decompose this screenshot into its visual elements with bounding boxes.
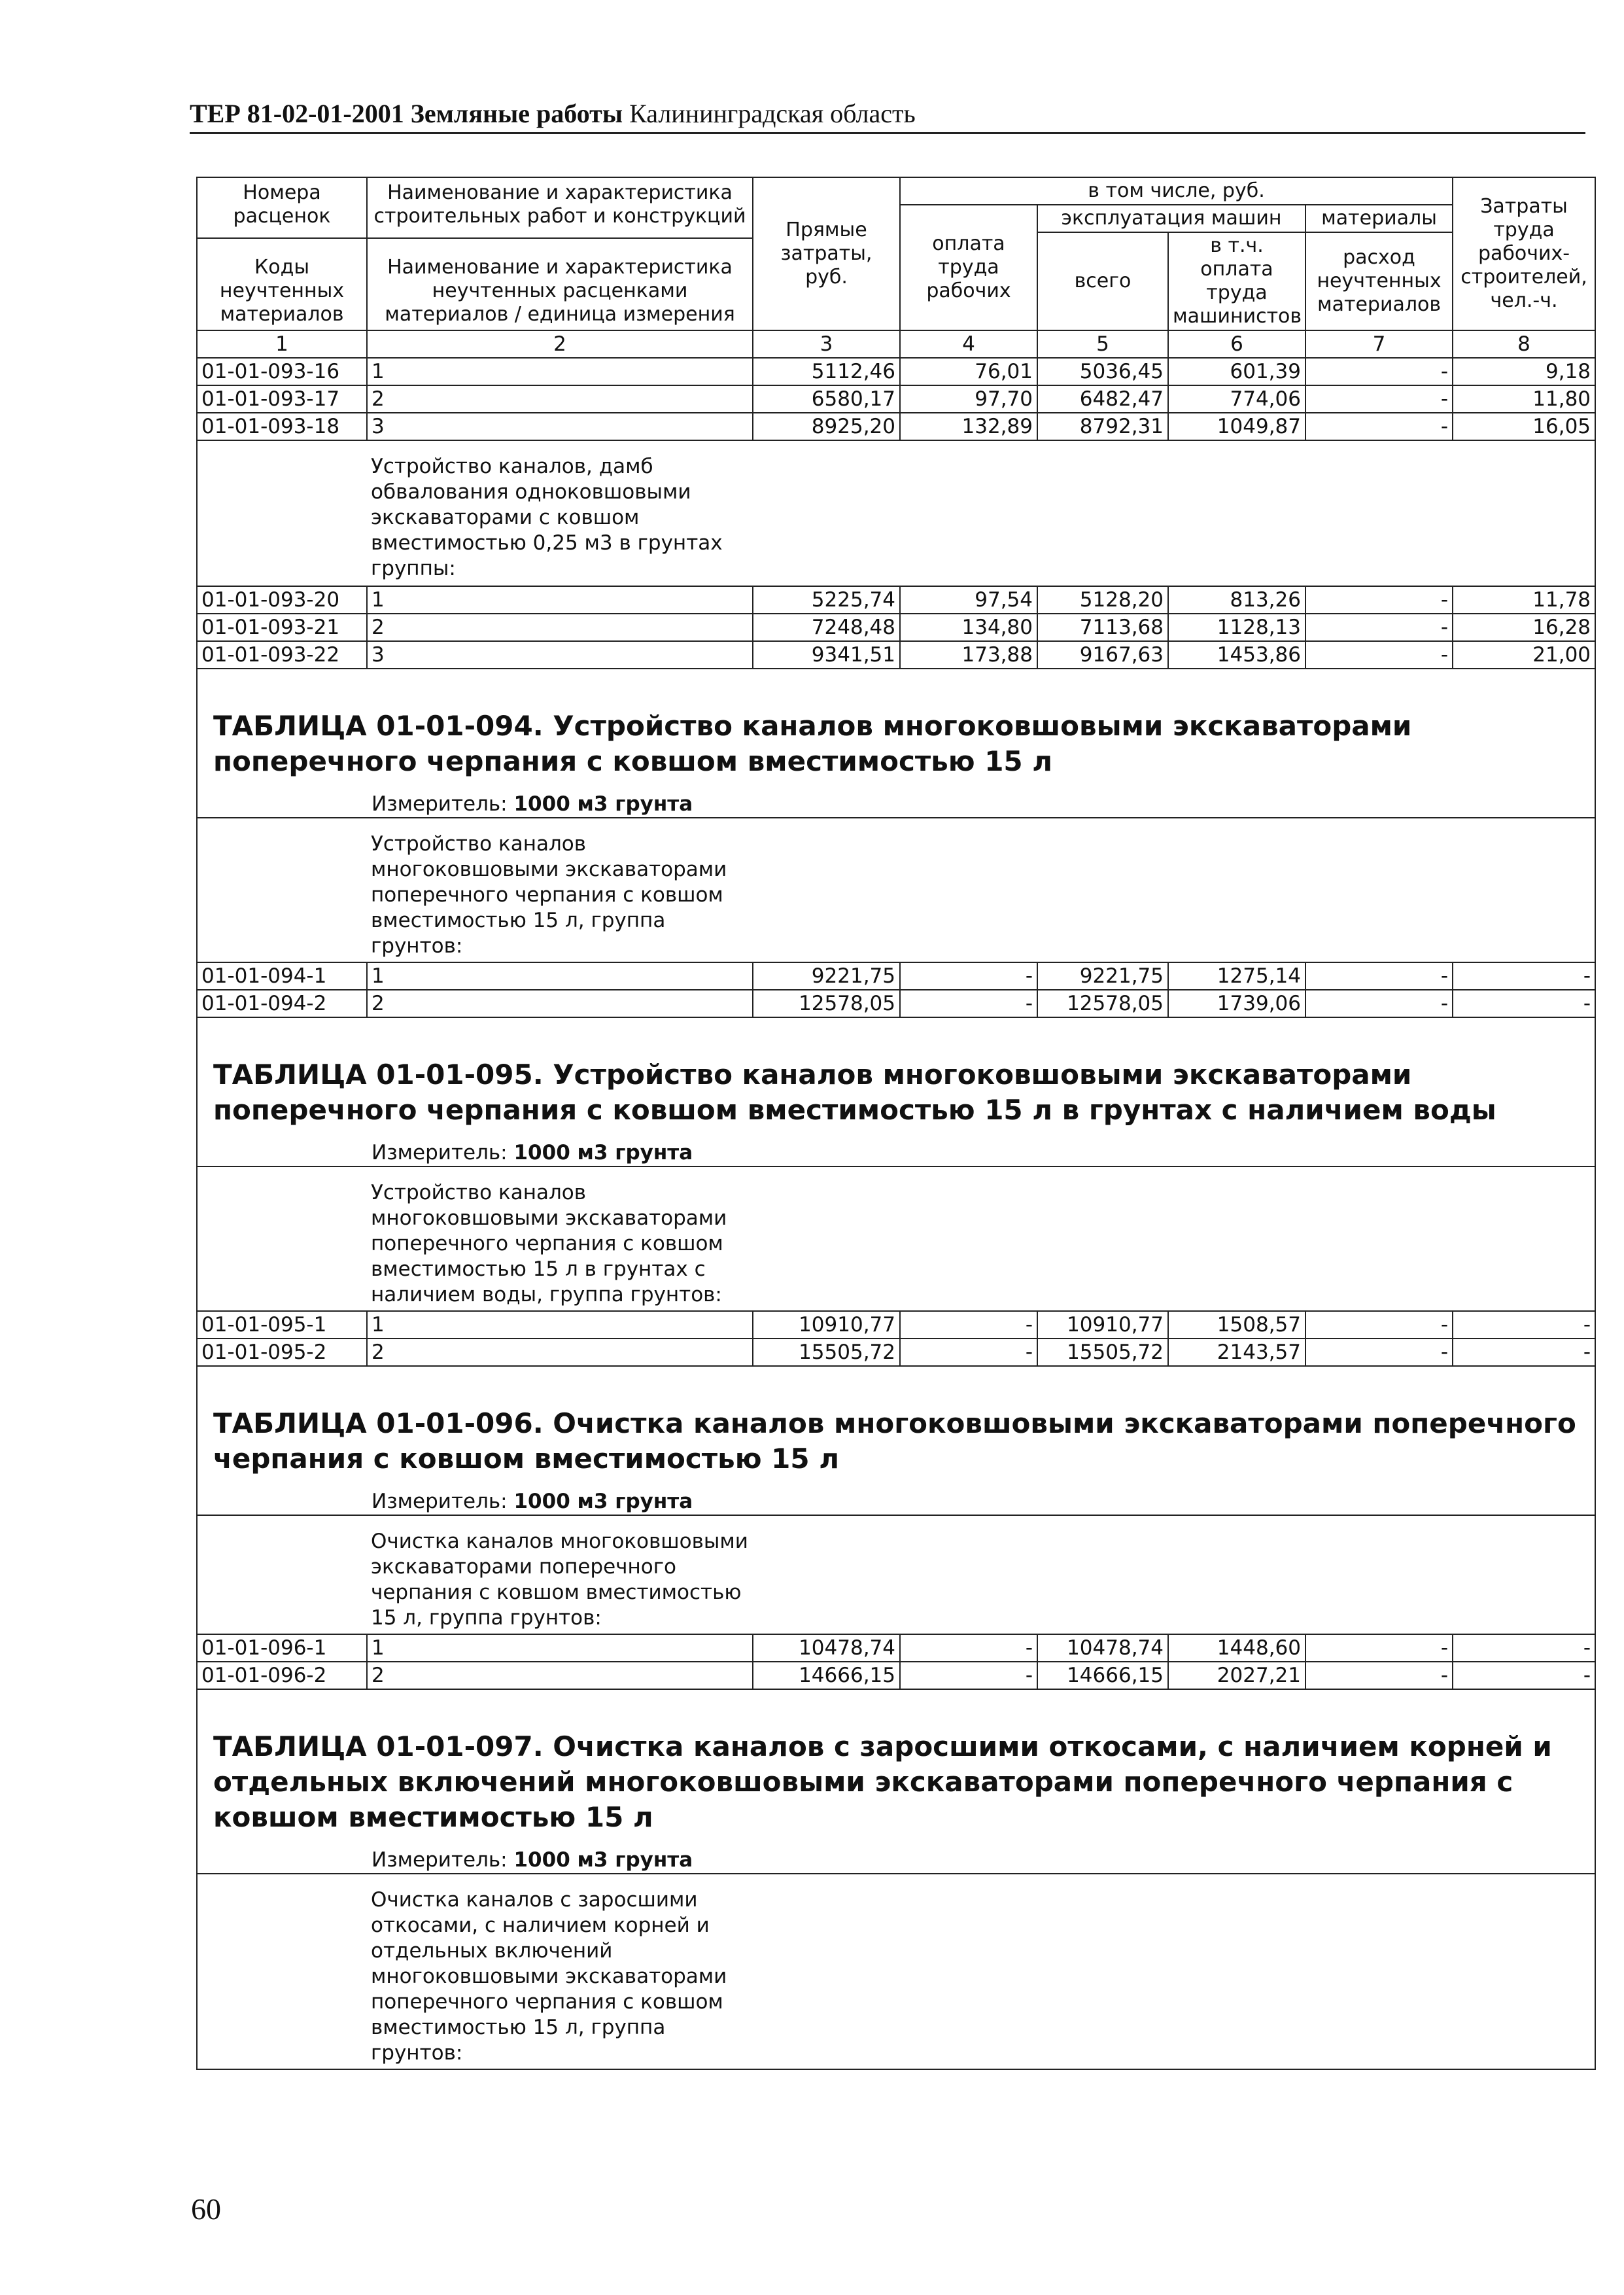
machines-total-cell: 7113,68 — [1037, 614, 1168, 641]
measure-label: Измеритель: — [371, 1490, 514, 1513]
section-description: Очистка каналов с заросшими откосами, с наличием корней и отдельных включений многоковшовыми экскаваторами поперечного черпания с ковшом вместимостью 15 л, группа грунтов: — [367, 1874, 753, 2069]
table-row — [197, 614, 1595, 641]
machines-total-cell: 10910,77 — [1037, 1311, 1168, 1339]
direct-costs-cell: 14666,15 — [753, 1662, 900, 1689]
materials-cell: - — [1305, 358, 1453, 385]
col-header-labor: Затраты труда рабочих-строителей, чел.-ч. — [1453, 177, 1595, 330]
materials-cell: - — [1305, 586, 1453, 614]
materials-cell: - — [1305, 385, 1453, 413]
rate-code-cell: 01-01-093-17 — [197, 385, 367, 413]
table-title: ТАБЛИЦА 01-01-094. Устройство каналов многоковшовыми экскаваторами поперечного черпания с ковшом вместимостью 15 л — [197, 669, 1595, 791]
col-number: 2 — [367, 330, 753, 358]
operator-pay-cell: 1453,86 — [1168, 641, 1305, 669]
machines-total-cell: 9221,75 — [1037, 962, 1168, 990]
group-cell: 2 — [367, 990, 753, 1017]
desc-spacer — [753, 1515, 1595, 1634]
labor-hours-cell: 9,18 — [1453, 358, 1595, 385]
col-number: 4 — [900, 330, 1037, 358]
col-number: 6 — [1168, 330, 1305, 358]
rate-code-cell: 01-01-094-1 — [197, 962, 367, 990]
subtable-t094 — [196, 669, 1596, 1018]
group-cell: 1 — [367, 586, 753, 614]
group-cell: 1 — [367, 358, 753, 385]
col-header-worker-pay: оплата труда рабочих — [900, 205, 1037, 330]
direct-costs-cell: 8925,20 — [753, 413, 900, 440]
materials-cell: - — [1305, 1339, 1453, 1366]
table-title: ТАБЛИЦА 01-01-095. Устройство каналов многоковшовыми экскаваторами поперечного черпания с ковшом вместимостью 15 л в грунтах с наличием воды — [197, 1018, 1595, 1140]
direct-costs-cell: 5112,46 — [753, 358, 900, 385]
col-header-operator-pay: в т.ч. оплата труда машинистов — [1168, 232, 1305, 330]
section-description: Очистка каналов многоковшовыми экскаваторами поперечного черпания с ковшом вместимостью 15 л, группа грунтов: — [367, 1515, 753, 1634]
subtables — [196, 669, 1595, 2070]
materials-cell: - — [1305, 990, 1453, 1017]
materials-cell: - — [1305, 641, 1453, 669]
measure-unit — [197, 1140, 1595, 1166]
table-header — [197, 177, 1595, 358]
table-row — [197, 962, 1595, 990]
document-body — [196, 177, 1595, 2070]
col-number-row — [197, 330, 1595, 358]
materials-cell: - — [1305, 1634, 1453, 1662]
header-region: Калининградская область — [629, 99, 916, 128]
operator-pay-cell: 601,39 — [1168, 358, 1305, 385]
page-number: 60 — [191, 2192, 221, 2226]
group-cell: 2 — [367, 1339, 753, 1366]
group-cell: 1 — [367, 962, 753, 990]
operator-pay-cell: 1448,60 — [1168, 1634, 1305, 1662]
labor-hours-cell: - — [1453, 990, 1595, 1017]
rate-code-cell: 01-01-093-21 — [197, 614, 367, 641]
col-number: 5 — [1037, 330, 1168, 358]
direct-costs-cell: 15505,72 — [753, 1339, 900, 1366]
machines-total-cell: 6482,47 — [1037, 385, 1168, 413]
machines-total-cell: 14666,15 — [1037, 1662, 1168, 1689]
rate-code-cell: 01-01-093-18 — [197, 413, 367, 440]
table-row — [197, 1311, 1595, 1339]
measure-unit — [197, 1847, 1595, 1874]
direct-costs-cell: 9221,75 — [753, 962, 900, 990]
labor-hours-cell: 21,00 — [1453, 641, 1595, 669]
materials-cell: - — [1305, 962, 1453, 990]
table-row — [197, 1662, 1595, 1689]
group-cell: 2 — [367, 1662, 753, 1689]
rate-code-cell: 01-01-095-2 — [197, 1339, 367, 1366]
col-header-total: всего — [1037, 232, 1168, 330]
measure-unit — [197, 791, 1595, 818]
table-row — [197, 1634, 1595, 1662]
rows-b — [197, 586, 1595, 669]
rows-t096 — [197, 1634, 1595, 1689]
measure-value: 1000 м3 грунта — [513, 1490, 693, 1513]
operator-pay-cell: 813,26 — [1168, 586, 1305, 614]
direct-costs-cell: 7248,48 — [753, 614, 900, 641]
desc-spacer — [197, 1166, 367, 1311]
direct-costs-cell: 12578,05 — [753, 990, 900, 1017]
price-table — [196, 177, 1596, 669]
operator-pay-cell: 1275,14 — [1168, 962, 1305, 990]
group-cell: 2 — [367, 614, 753, 641]
operator-pay-cell: 2027,21 — [1168, 1662, 1305, 1689]
measure-label: Измеритель: — [371, 1141, 514, 1165]
table-title: ТАБЛИЦА 01-01-097. Очистка каналов с заросшими откосами, с наличием корней и отдельных включений многоковшовыми экскаваторами поперечного черпания с ковшом вместимостью 15 л — [197, 1690, 1595, 1847]
operator-pay-cell: 1508,57 — [1168, 1311, 1305, 1339]
page-header — [190, 98, 1585, 134]
labor-hours-cell: 16,28 — [1453, 614, 1595, 641]
labor-hours-cell: 16,05 — [1453, 413, 1595, 440]
desc-spacer — [197, 1515, 367, 1634]
worker-pay-cell: - — [900, 1311, 1037, 1339]
worker-pay-cell: - — [900, 1662, 1037, 1689]
col-header-rate-numbers: Номера расценок — [198, 181, 366, 239]
worker-pay-cell: 173,88 — [900, 641, 1037, 669]
desc-spacer — [753, 1166, 1595, 1311]
table-row — [197, 413, 1595, 440]
worker-pay-cell: 97,54 — [900, 586, 1037, 614]
direct-costs-cell: 5225,74 — [753, 586, 900, 614]
col-number: 3 — [753, 330, 900, 358]
machines-total-cell: 15505,72 — [1037, 1339, 1168, 1366]
labor-hours-cell: 11,78 — [1453, 586, 1595, 614]
operator-pay-cell: 1128,13 — [1168, 614, 1305, 641]
col-header-codes — [197, 177, 367, 330]
group-cell: 1 — [367, 1634, 753, 1662]
worker-pay-cell: 76,01 — [900, 358, 1037, 385]
machines-total-cell: 12578,05 — [1037, 990, 1168, 1017]
col-header-machines: эксплуатация машин — [1037, 205, 1305, 232]
subtable-t095 — [196, 1018, 1596, 1367]
col-header-work-name: Наименование и характеристика строительных работ и конструкций — [368, 181, 752, 239]
section-b-desc — [197, 440, 1595, 586]
col-header-material-codes: Коды неучтенных материалов — [219, 256, 345, 326]
col-header-material-use: расход неучтенных материалов — [1305, 232, 1453, 330]
header-code: ТЕР 81-02-01-2001 — [190, 99, 404, 128]
rate-code-cell: 01-01-093-22 — [197, 641, 367, 669]
direct-costs-cell: 9341,51 — [753, 641, 900, 669]
col-header-direct-costs: Прямые затраты, руб. — [753, 177, 900, 330]
col-header-names — [367, 177, 753, 330]
table-row — [197, 990, 1595, 1017]
col-number: 7 — [1305, 330, 1453, 358]
table-row — [197, 641, 1595, 669]
col-number: 1 — [197, 330, 367, 358]
rate-code-cell: 01-01-096-1 — [197, 1634, 367, 1662]
col-header-material-name: Наименование и характеристика неучтенных расценками материалов / единица измерения — [385, 256, 735, 326]
table-row — [197, 1339, 1595, 1366]
worker-pay-cell: - — [900, 962, 1037, 990]
worker-pay-cell: 134,80 — [900, 614, 1037, 641]
header-title: Земляные работы — [410, 99, 623, 128]
desc-spacer — [753, 818, 1595, 962]
desc-spacer — [197, 818, 367, 962]
measure-value: 1000 м3 грунта — [513, 1141, 693, 1165]
direct-costs-cell: 6580,17 — [753, 385, 900, 413]
group-cell: 1 — [367, 1311, 753, 1339]
measure-unit — [197, 1488, 1595, 1515]
section-description: Устройство каналов, дамб обвалования одноковшовыми экскаваторами с ковшом вместимостью 0,25 м3 в грунтах группы: — [367, 440, 753, 586]
machines-total-cell: 9167,63 — [1037, 641, 1168, 669]
table-row — [197, 586, 1595, 614]
table-row — [197, 358, 1595, 385]
operator-pay-cell: 1049,87 — [1168, 413, 1305, 440]
operator-pay-cell: 2143,57 — [1168, 1339, 1305, 1366]
group-cell: 3 — [367, 641, 753, 669]
materials-cell: - — [1305, 413, 1453, 440]
labor-hours-cell: - — [1453, 1311, 1595, 1339]
desc-spacer — [753, 440, 1595, 586]
operator-pay-cell: 1739,06 — [1168, 990, 1305, 1017]
rate-code-cell: 01-01-095-1 — [197, 1311, 367, 1339]
worker-pay-cell: 97,70 — [900, 385, 1037, 413]
col-number: 8 — [1453, 330, 1595, 358]
measure-value: 1000 м3 грунта — [513, 1848, 693, 1872]
labor-hours-cell: - — [1453, 1634, 1595, 1662]
worker-pay-cell: - — [900, 990, 1037, 1017]
desc-spacer — [197, 1874, 367, 2069]
rows-a — [197, 358, 1595, 440]
worker-pay-cell: - — [900, 1339, 1037, 1366]
rate-code-cell: 01-01-093-20 — [197, 586, 367, 614]
subtable-t097 — [196, 1690, 1596, 2070]
section-description: Устройство каналов многоковшовыми экскаваторами поперечного черпания с ковшом вместимостью 15 л, группа грунтов: — [367, 818, 753, 962]
section-description: Устройство каналов многоковшовыми экскаваторами поперечного черпания с ковшом вместимостью 15 л в грунтах с наличием воды, группа грунтов: — [367, 1166, 753, 1311]
materials-cell: - — [1305, 1311, 1453, 1339]
materials-cell: - — [1305, 614, 1453, 641]
machines-total-cell: 10478,74 — [1037, 1634, 1168, 1662]
group-cell: 3 — [367, 413, 753, 440]
measure-label: Измеритель: — [371, 792, 514, 816]
rows-t095 — [197, 1311, 1595, 1366]
direct-costs-cell: 10910,77 — [753, 1311, 900, 1339]
rate-code-cell: 01-01-094-2 — [197, 990, 367, 1017]
machines-total-cell: 5036,45 — [1037, 358, 1168, 385]
measure-value: 1000 м3 грунта — [513, 792, 693, 816]
materials-cell: - — [1305, 1662, 1453, 1689]
worker-pay-cell: 132,89 — [900, 413, 1037, 440]
labor-hours-cell: - — [1453, 962, 1595, 990]
labor-hours-cell: - — [1453, 1662, 1595, 1689]
col-header-materials: материалы — [1305, 205, 1453, 232]
col-header-including: в том числе, руб. — [900, 177, 1453, 205]
subtable-t096 — [196, 1367, 1596, 1690]
worker-pay-cell: - — [900, 1634, 1037, 1662]
rows-t094 — [197, 962, 1595, 1017]
rate-code-cell: 01-01-093-16 — [197, 358, 367, 385]
operator-pay-cell: 774,06 — [1168, 385, 1305, 413]
group-cell: 2 — [367, 385, 753, 413]
direct-costs-cell: 10478,74 — [753, 1634, 900, 1662]
rate-code-cell: 01-01-096-2 — [197, 1662, 367, 1689]
desc-spacer — [753, 1874, 1595, 2069]
table-title: ТАБЛИЦА 01-01-096. Очистка каналов многоковшовыми экскаваторами поперечного черпания с ковшом вместимостью 15 л — [197, 1367, 1595, 1488]
table-row — [197, 385, 1595, 413]
machines-total-cell: 5128,20 — [1037, 586, 1168, 614]
machines-total-cell: 8792,31 — [1037, 413, 1168, 440]
labor-hours-cell: - — [1453, 1339, 1595, 1366]
desc-spacer — [197, 440, 367, 586]
labor-hours-cell: 11,80 — [1453, 385, 1595, 413]
measure-label: Измеритель: — [371, 1848, 514, 1872]
